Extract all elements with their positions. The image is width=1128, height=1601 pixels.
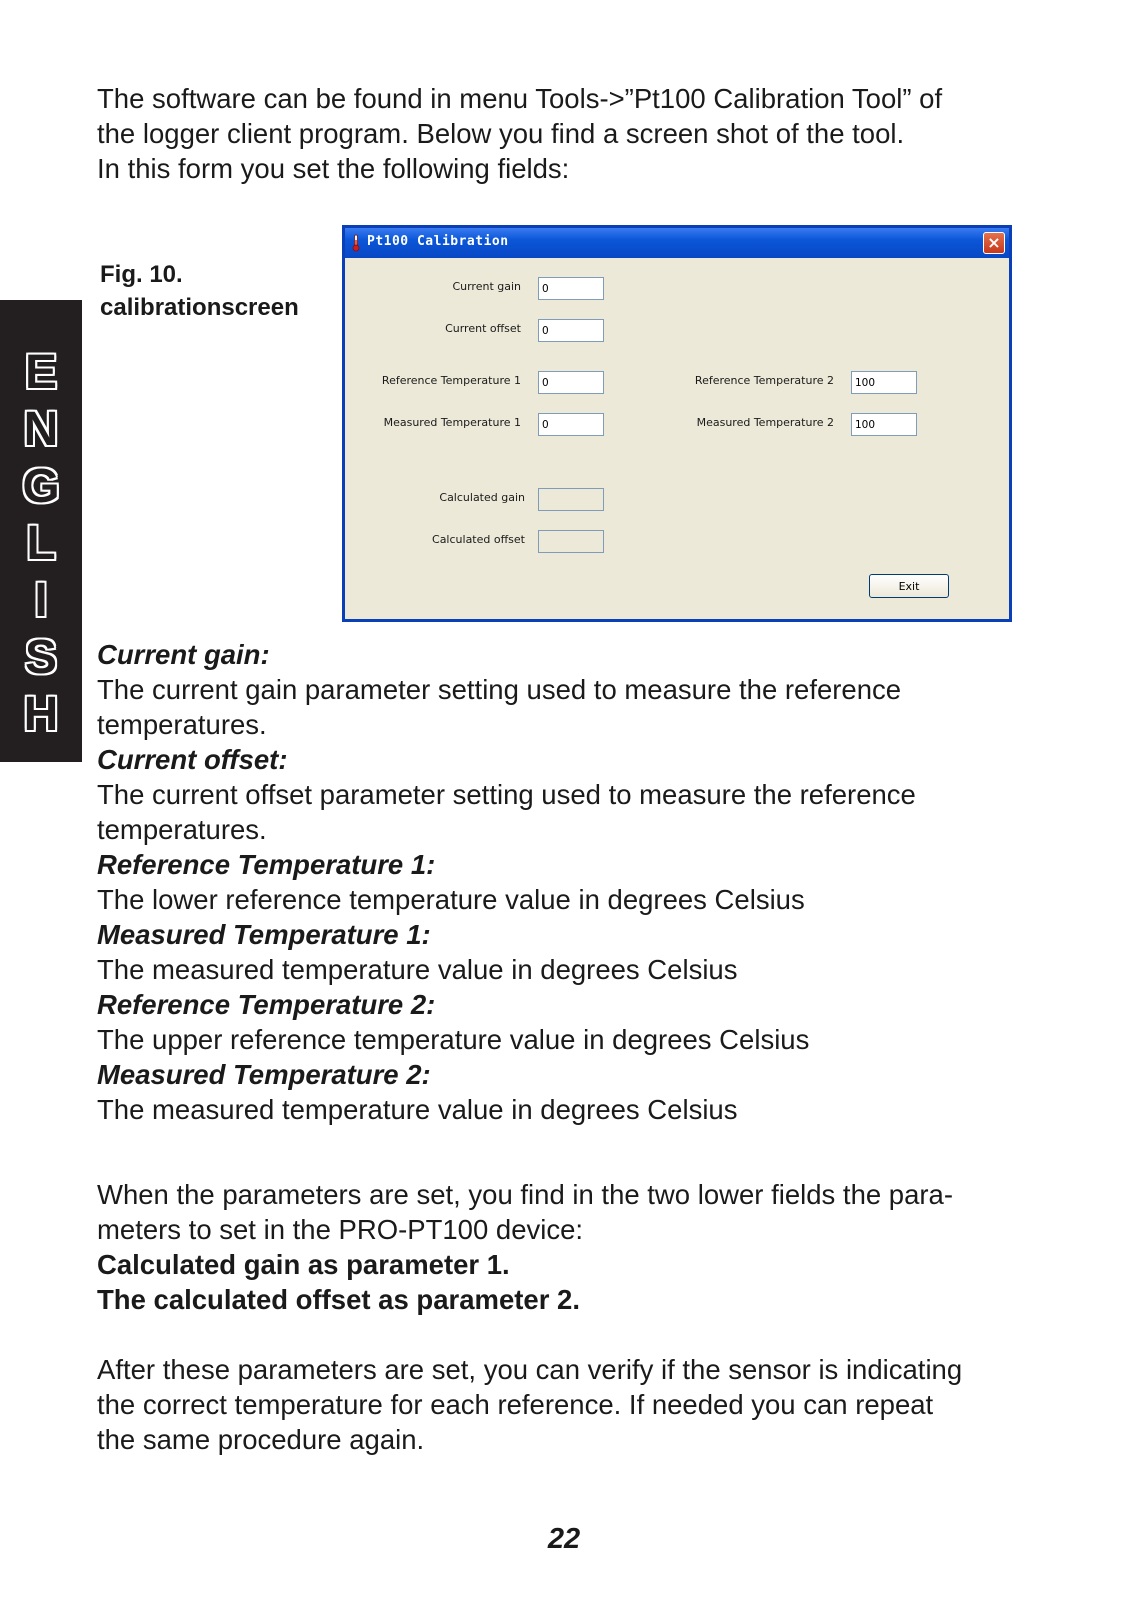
definition-term: Reference Temperature 1:: [97, 849, 436, 880]
definition-desc: temperatures.: [97, 814, 267, 845]
params-intro-line: meters to set in the PRO-PT100 device:: [97, 1214, 584, 1245]
figure-label: Fig. 10.: [100, 261, 183, 288]
close-button[interactable]: [983, 232, 1005, 254]
current-offset-input[interactable]: [538, 319, 604, 342]
sidebar-letter: S: [24, 631, 57, 684]
parameter-item: The calculated offset as parameter 2.: [97, 1284, 580, 1315]
sidebar-letter: L: [26, 517, 56, 570]
sidebar-letter: E: [24, 346, 57, 399]
parameters-section: [97, 1177, 1037, 1317]
intro-paragraph: [97, 81, 1037, 186]
measured-temperature-2-label: Measured Temperature 2: [696, 416, 834, 429]
reference-temperature-2-label: Reference Temperature 2: [694, 374, 834, 387]
definition-desc: The measured temperature value in degrees Celsius: [97, 1094, 738, 1125]
dialog-titlebar[interactable]: [345, 228, 1009, 258]
closing-paragraph: [97, 1352, 1037, 1457]
definition-desc: temperatures.: [97, 709, 267, 740]
page-number: 22: [547, 1523, 581, 1555]
definition-desc: The current gain parameter setting used to measure the reference: [97, 674, 902, 705]
sidebar-letter: H: [23, 688, 59, 741]
measured-temperature-2-input[interactable]: [851, 413, 917, 436]
reference-temperature-1-input[interactable]: [538, 371, 604, 394]
thermometer-icon: [351, 234, 361, 252]
definition-term: Reference Temperature 2:: [97, 989, 436, 1020]
definition-desc: The upper reference temperature value in degrees Celsius: [97, 1024, 810, 1055]
definition-desc: The current offset parameter setting used to measure the reference: [97, 779, 916, 810]
intro-line: In this form you set the following fields:: [97, 153, 570, 184]
calculated-gain-label: Calculated gain: [439, 491, 525, 504]
calculated-offset-field: [538, 530, 604, 553]
definition-desc: The measured temperature value in degrees Celsius: [97, 954, 738, 985]
closing-line: the correct temperature for each reference. If needed you can repeat: [97, 1389, 934, 1420]
calculated-gain-field: [538, 488, 604, 511]
language-sidebar: [0, 300, 82, 762]
figure-caption: [100, 258, 299, 324]
definition-term: Measured Temperature 2:: [97, 1059, 431, 1090]
definition-term: Measured Temperature 1:: [97, 919, 431, 950]
pt100-calibration-dialog: [342, 225, 1012, 622]
current-gain-input[interactable]: [538, 277, 604, 300]
definition-term: Current offset:: [97, 744, 288, 775]
intro-line: The software can be found in menu Tools->”Pt100 Calibration Tool” of: [97, 83, 943, 114]
closing-line: After these parameters are set, you can verify if the sensor is indicating: [97, 1354, 963, 1385]
current-gain-label: Current gain: [452, 280, 521, 293]
field-definitions: [97, 637, 1037, 1127]
intro-line: the logger client program. Below you find a screen shot of the tool.: [97, 118, 905, 149]
sidebar-letter: I: [34, 574, 48, 627]
exit-button[interactable]: Exit: [869, 574, 949, 598]
definition-term: Current gain:: [97, 639, 270, 670]
definition-desc: The lower reference temperature value in degrees Celsius: [97, 884, 805, 915]
closing-line: the same procedure again.: [97, 1424, 425, 1455]
dialog-title: Pt100 Calibration: [367, 234, 509, 249]
reference-temperature-1-label: Reference Temperature 1: [381, 374, 521, 387]
measured-temperature-1-label: Measured Temperature 1: [383, 416, 521, 429]
close-icon: ×: [987, 233, 1001, 252]
current-offset-label: Current offset: [445, 322, 521, 335]
sidebar-letter: N: [23, 403, 59, 456]
params-intro-line: When the parameters are set, you find in the two lower fields the para-: [97, 1179, 953, 1210]
parameter-item: Calculated gain as parameter 1.: [97, 1249, 510, 1280]
figure-caption-text: calibrationscreen: [100, 294, 299, 321]
calculated-offset-label: Calculated offset: [432, 533, 525, 546]
measured-temperature-1-input[interactable]: [538, 413, 604, 436]
reference-temperature-2-input[interactable]: [851, 371, 917, 394]
sidebar-letter: G: [22, 460, 60, 513]
